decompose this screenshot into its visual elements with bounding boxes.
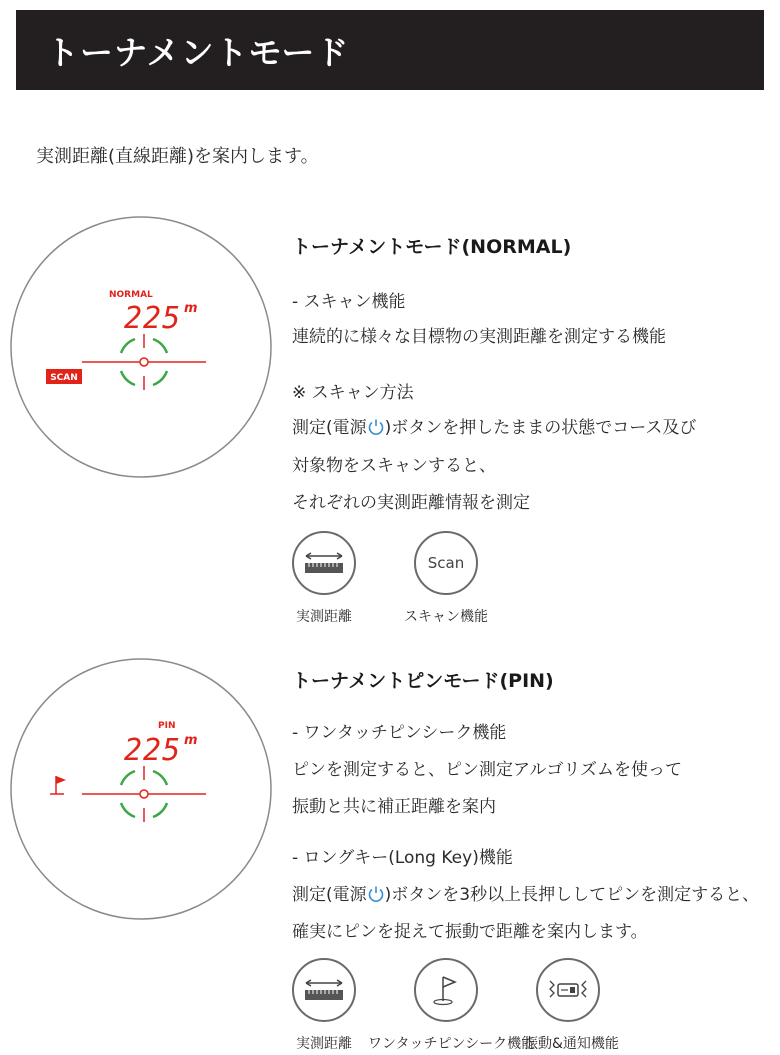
distance-unit-pin: m	[184, 733, 198, 748]
feature-desc-pinseek: ピンを測定すると、ピン測定アルゴリズムを使って	[292, 760, 682, 780]
svg-text:SCAN: SCAN	[50, 373, 78, 383]
scope-display-normal	[10, 216, 272, 478]
power-icon	[367, 418, 385, 436]
page-header	[16, 10, 764, 90]
intro-text: 実測距離(直線距離)を案内します。	[36, 146, 319, 167]
flag-icon	[414, 958, 478, 1022]
distance-readout-normal: 225	[124, 301, 182, 336]
ruler-icon	[292, 531, 356, 595]
longkey-line: 測定(電源 )ボタンを3秒以上長押ししてピンを測定すると、	[292, 885, 760, 905]
scan-method-line-3: それぞれの実測距離情報を測定	[292, 493, 530, 513]
section-title-normal: トーナメントモード(NORMAL)	[292, 236, 572, 258]
page-title: トーナメントモード	[46, 32, 350, 72]
ruler-icon	[292, 958, 356, 1022]
icon-label-ruler-pin: 実測距離	[296, 1036, 352, 1052]
icon-label-vibration: 振動&通知機能	[524, 1036, 619, 1052]
section-title-pin: トーナメントピンモード(PIN)	[292, 670, 554, 692]
power-icon	[367, 885, 385, 903]
scope-display-pin	[10, 658, 272, 920]
mode-label-normal: NORMAL	[109, 290, 153, 300]
feature-heading-pinseek: - ワンタッチピンシーク機能	[292, 723, 507, 743]
feature-desc-scan: 連続的に様々な目標物の実測距離を測定する機能	[292, 327, 666, 347]
longkey-line-2: 確実にピンを捉えて振動で距離を案内します。	[292, 922, 648, 942]
scan-method-line-2: 対象物をスキャンすると、	[292, 456, 496, 476]
scan-method-heading: ※ スキャン方法	[292, 383, 414, 403]
scan-icon: Scan	[414, 531, 478, 595]
vibration-icon	[536, 958, 600, 1022]
scan-method-line: 測定(電源 )ボタンを押したままの状態でコース及び	[292, 418, 697, 438]
icon-label-pinseek: ワンタッチピンシーク機能	[368, 1036, 536, 1052]
distance-readout-pin: 225	[124, 733, 182, 768]
icon-label-scan: スキャン機能	[404, 609, 488, 625]
feature-desc-pinseek-2: 振動と共に補正距離を案内	[292, 797, 496, 817]
feature-heading-longkey: - ロングキー(Long Key)機能	[292, 848, 513, 868]
distance-unit-normal: m	[184, 301, 198, 316]
feature-heading-scan: - スキャン機能	[292, 292, 406, 312]
icon-label-ruler: 実測距離	[296, 609, 352, 625]
mode-label-pin: PIN	[158, 721, 176, 731]
